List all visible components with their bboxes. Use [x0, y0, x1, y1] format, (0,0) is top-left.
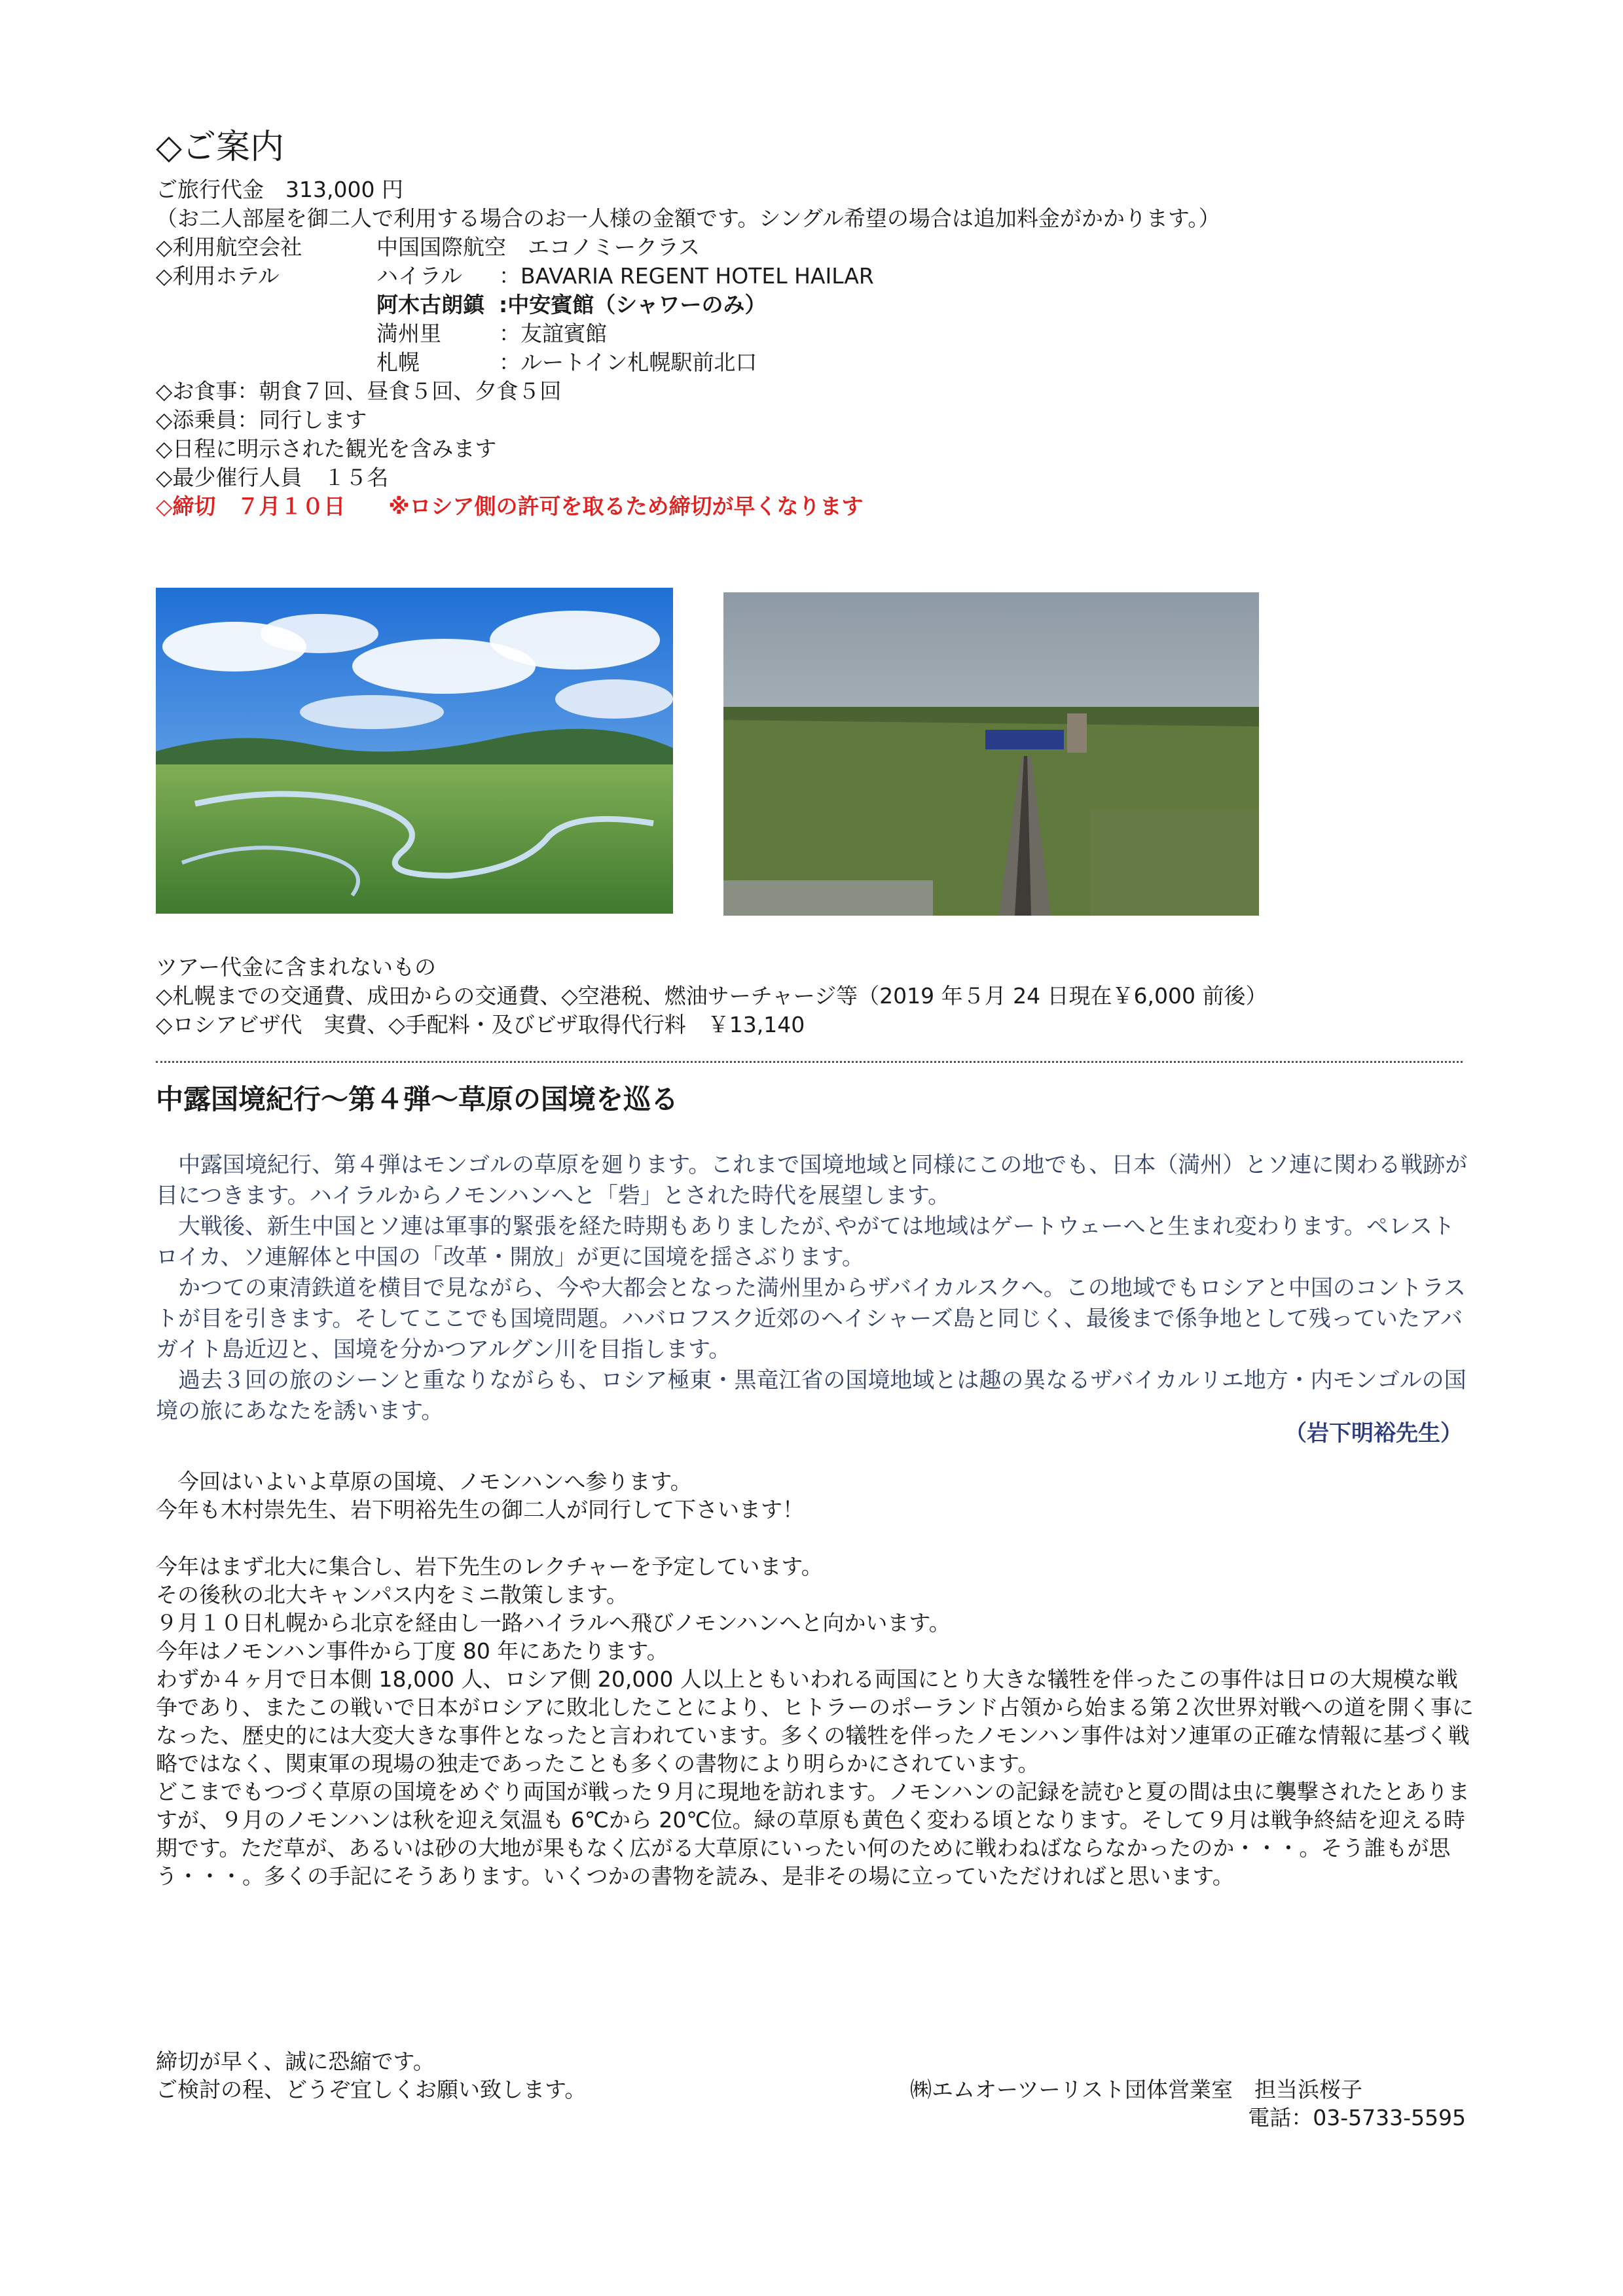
hotel-name-manzhouli: ：友誼賓館 [499, 321, 607, 346]
article-author: （岩下明裕先生） [1285, 1420, 1463, 1446]
escort: ◇添乗員：同行します [156, 407, 367, 433]
hotel-label: ◇利用ホテル [156, 263, 280, 289]
airline-label: ◇利用航空会社 [156, 234, 302, 260]
grassland-river-photo [156, 588, 673, 914]
article-title: 中露国境紀行～第４弾～草原の国境を巡る [156, 1083, 679, 1115]
body-paragraph: その後秋の北大キャンパス内をミニ散策します。 [156, 1582, 629, 1607]
hotel-name-sapporo: ：ルートイン札幌駅前北口 [499, 350, 757, 375]
intro-line-1: 今回はいよいよ草原の国境、ノモンハンへ参ります。 [177, 1469, 692, 1494]
phone-number: 電話：03-5733-5595 [1248, 2105, 1466, 2130]
body-paragraph: わずか４ヶ月で日本側 18,000 人、ロシア側 20,000 人以上ともいわれる両国にとり大きな犠牲を伴ったこの事件は日ロの大規模な戦争であり、またこの戦いで日本がロシアに敗北したことにより、ヒトラーのポーランド占領から始まる第２次世界対戦への道を開く事になった、歴史的には大変大きな事件となったと言われています。多くの犠牲を伴ったノモンハン事件は対ソ連軍の正確な情報に基づく戦略ではなく、関東軍の現場の独走であったことも多くの書物により明らかにされています。 [156, 1666, 1474, 1776]
article-body [156, 1150, 1472, 1427]
hotel-name-amgalan: :中安賓館（シャワーのみ） [499, 292, 767, 317]
hotel-city-amgalan: 阿木古朗鎮 [376, 292, 484, 317]
price-note: （お二人部屋を御二人で利用する場合のお一人様の金額です。シングル希望の場合は追加料金がかかります。） [156, 206, 1220, 231]
tour-price: ご旅行代金 313,000 円 [156, 177, 403, 202]
body-paragraph: どこまでもつづく草原の国境をめぐり両国が戦った９月に現地を訪れます。ノモンハンの記録を読むと夏の間は虫に襲撃されたとありますが、９月のノモンハンは秋を迎え気温も 6℃から 20℃位。緑の草原も黄色く変わる頃となります。そして９月は戦争終結を迎える時期です。ただ草が、あるいは砂の大地が果もなく広がる大草原にいったい何のために戦わねばならなかったのか・・・。そう誰もが思う・・・。多くの手記にそうあります。いくつかの書物を読み、是非その場に立っていただければと思います。 [156, 1779, 1470, 1889]
airline-value: 中国国際航空 エコノミークラス [376, 234, 701, 260]
hotel-city-hailar: ハイラル [376, 263, 463, 289]
hotel-city-manzhouli: 満州里 [376, 321, 441, 346]
meals: ◇お食事：朝食７回、昼食５回、夕食５回 [156, 378, 562, 404]
dotted-divider [156, 1061, 1463, 1063]
closing-line-1: 締切が早く、誠に恐縮です。 [156, 2049, 435, 2074]
exclusions-heading: ツアー代金に含まれないもの [156, 954, 437, 980]
article-paragraph: かつての東清鉄道を横目で見ながら、今や大都会となった満州里からザバイカルスクへ。この地域でもロシアと中国のコントラストが目を引きます。そしてここでも国境問題。ハバロフスク近郊のヘイシャーズ島と同じく、最後まで係争地として残っていたアバガイト島近辺と、国境を分かつアルグン川を目指します。 [156, 1275, 1466, 1363]
body-paragraph: ９月１０日札幌から北京を経由し一路ハイラルへ飛びノモンハンへと向かいます。 [156, 1610, 951, 1636]
exclusions-line-2: ◇ロシアビザ代 実費、◇手配料・及びビザ取得代行料 ￥13,140 [156, 1012, 805, 1037]
hotel-name-hailar: ：BAVARIA REGENT HOTEL HAILAR [499, 263, 874, 289]
body-paragraph: 今年はまず北大に集合し、岩下先生のレクチャーを予定しています。 [156, 1554, 823, 1579]
closing-line-2: ご検討の程、どうぞ宜しくお願い致します。 [156, 2077, 587, 2102]
intro-block [156, 1467, 1478, 1524]
article-paragraph: 大戦後、新生中国とソ連は軍事的緊張を経た時期もありましたが､やがては地域はゲートウェーへと生まれ変わります。ペレストロイカ、ソ連解体と中国の「改革・開放」が更に国境を揺さぶります。 [156, 1213, 1455, 1270]
deadline-notice: ◇締切 ７月１０日 ※ロシア側の許可を取るため締切が早くなります [156, 493, 864, 519]
intro-line-2: 今年も木村崇先生、岩下明裕先生の御二人が同行して下さいます！ [156, 1497, 804, 1522]
border-railway-photo [723, 592, 1259, 916]
guide-title: ◇ご案内 [156, 128, 284, 167]
article-paragraph: 中露国境紀行、第４弾はモンゴルの草原を廻ります。これまで国境地域と同様にこの地でも、日本（満州）とソ連に関わる戦跡が目につきます。ハイラルからノモンハンへと「砦」とされた時代を展望します。 [156, 1152, 1468, 1209]
min-people: ◇最少催行人員 １５名 [156, 465, 389, 490]
exclusions-line-1: ◇札幌までの交通費、成田からの交通費、◇空港税、燃油サーチャージ等（2019 年５月 24 日現在￥6,000 前後） [156, 983, 1267, 1009]
article-paragraph: 過去３回の旅のシーンと重なりながらも、ロシア極東・黒竜江省の国境地域とは趣の異なるザバイカルリエ地方・内モンゴルの国境の旅にあなたを誘います。 [156, 1367, 1467, 1424]
hotel-city-sapporo: 札幌 [376, 350, 420, 375]
body-block [156, 1552, 1478, 1890]
sender: ㈱エムオーツーリスト団体営業室 担当浜桜子 [910, 2077, 1363, 2102]
sightseeing: ◇日程に明示された観光を含みます [156, 436, 497, 461]
body-paragraph: 今年はノモンハン事件から丁度 80 年にあたります。 [156, 1638, 668, 1664]
